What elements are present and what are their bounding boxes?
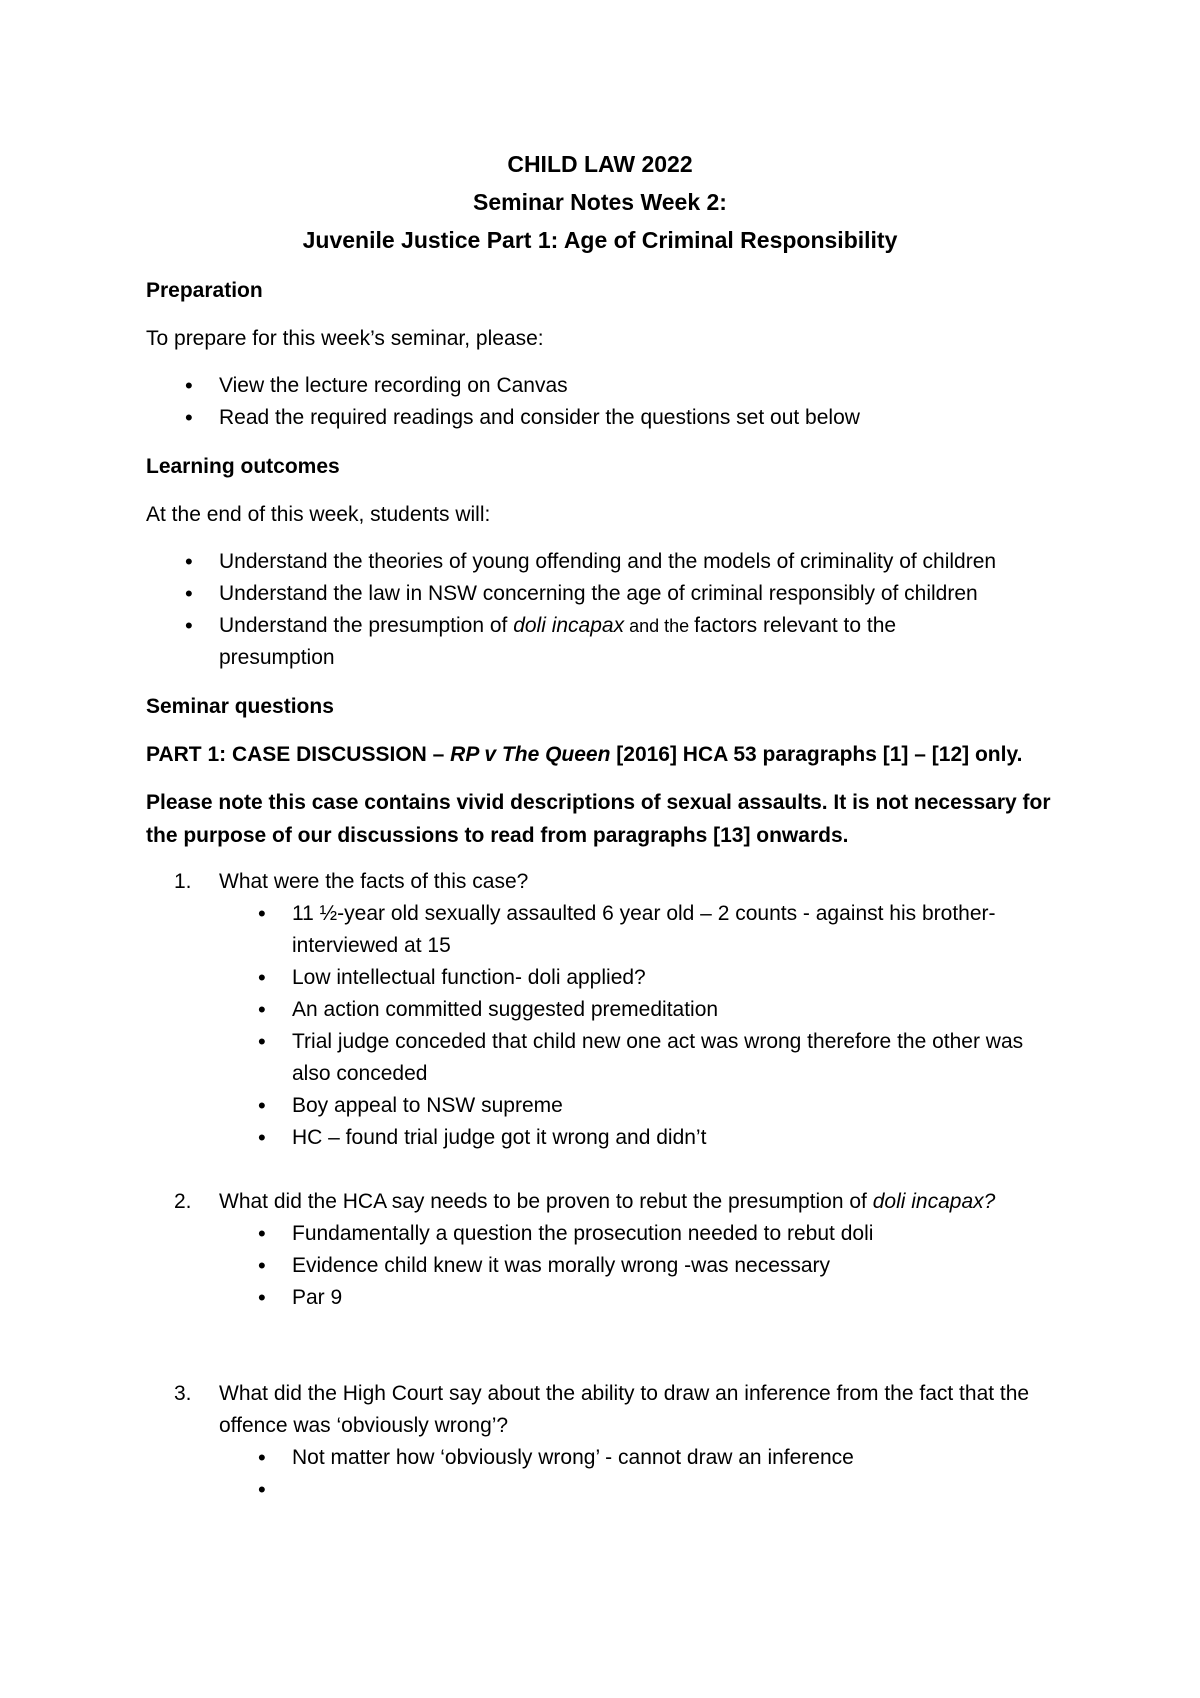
learning-item-text: Understand the presumption of — [219, 614, 514, 637]
question-number: 2. — [174, 1190, 192, 1213]
case-citation: [2016] HCA 53 paragraphs [1] – [12] only. — [610, 743, 1023, 766]
preparation-intro: To prepare for this week’s seminar, please: — [146, 327, 544, 350]
answer-item: • Boy appeal to NSW supreme — [292, 1090, 1062, 1122]
question-number: 1. — [174, 870, 192, 893]
answer-item: • Evidence child knew it was morally wrong -was necessary — [292, 1250, 1062, 1282]
document-title: CHILD LAW 2022 — [507, 151, 693, 177]
doli-incapax-term: doli incapax? — [872, 1190, 996, 1213]
content-warning: Please note this case contains vivid descriptions of sexual assaults. It is not necessary for the purpose of our discussions to read from paragraphs [13] onwards. — [146, 791, 1051, 847]
answer-item: • Fundamentally a question the prosecution needed to rebut doli — [292, 1218, 1062, 1250]
question-2 — [174, 1186, 1069, 1218]
question-3 — [174, 1378, 1069, 1442]
learning-item: • Understand the law in NSW concerning the age of criminal responsibly of children — [219, 578, 1069, 610]
answer-item: • HC – found trial judge got it wrong and didn’t — [292, 1122, 1062, 1154]
preparation-item: • View the lecture recording on Canvas — [219, 370, 1069, 402]
learning-heading: Learning outcomes — [146, 455, 340, 478]
preparation-item: • Read the required readings and consider the questions set out below — [219, 402, 1069, 434]
question-number: 3. — [174, 1382, 192, 1405]
learning-item — [219, 610, 959, 674]
question-text: What did the High Court say about the ability to draw an inference from the fact that the offence was ‘obviously wrong’? — [219, 1382, 1030, 1437]
answer-item: • Par 9 — [292, 1282, 1062, 1314]
seminar-heading: Seminar questions — [146, 695, 334, 718]
question-1 — [174, 866, 1069, 898]
document-subtitle: Seminar Notes Week 2: — [473, 189, 727, 215]
answer-item: • Low intellectual function- doli applied? — [292, 962, 1062, 994]
answer-item: • Trial judge conceded that child new one act was wrong therefore the other was also conceded — [292, 1026, 1062, 1090]
case-part-label: PART 1: CASE DISCUSSION – — [146, 743, 451, 766]
learning-item: • Understand the theories of young offending and the models of criminality of children — [219, 546, 1069, 578]
document-topic: Juvenile Justice Part 1: Age of Criminal Responsibility — [302, 227, 898, 253]
learning-item-text: factors relevant to the presumption — [219, 614, 897, 669]
case-name: RP v The Queen — [450, 743, 611, 766]
learning-item-text: and the — [624, 616, 695, 636]
learning-intro: At the end of this week, students will: — [146, 503, 491, 526]
answer-item: • An action committed suggested premeditation — [292, 994, 1062, 1026]
preparation-heading: Preparation — [146, 279, 263, 302]
answer-item: • Not matter how ‘obviously wrong’ - cannot draw an inference — [292, 1442, 1062, 1474]
question-text: What did the HCA say needs to be proven to rebut the presumption of — [219, 1190, 873, 1213]
answer-item: • 11 ½-year old sexually assaulted 6 year old – 2 counts - against his brother- interviewed at 15 — [292, 898, 1062, 962]
case-discussion-heading — [146, 738, 1066, 771]
doli-incapax-term: doli incapax — [513, 614, 625, 637]
question-text: What were the facts of this case? — [219, 870, 529, 893]
